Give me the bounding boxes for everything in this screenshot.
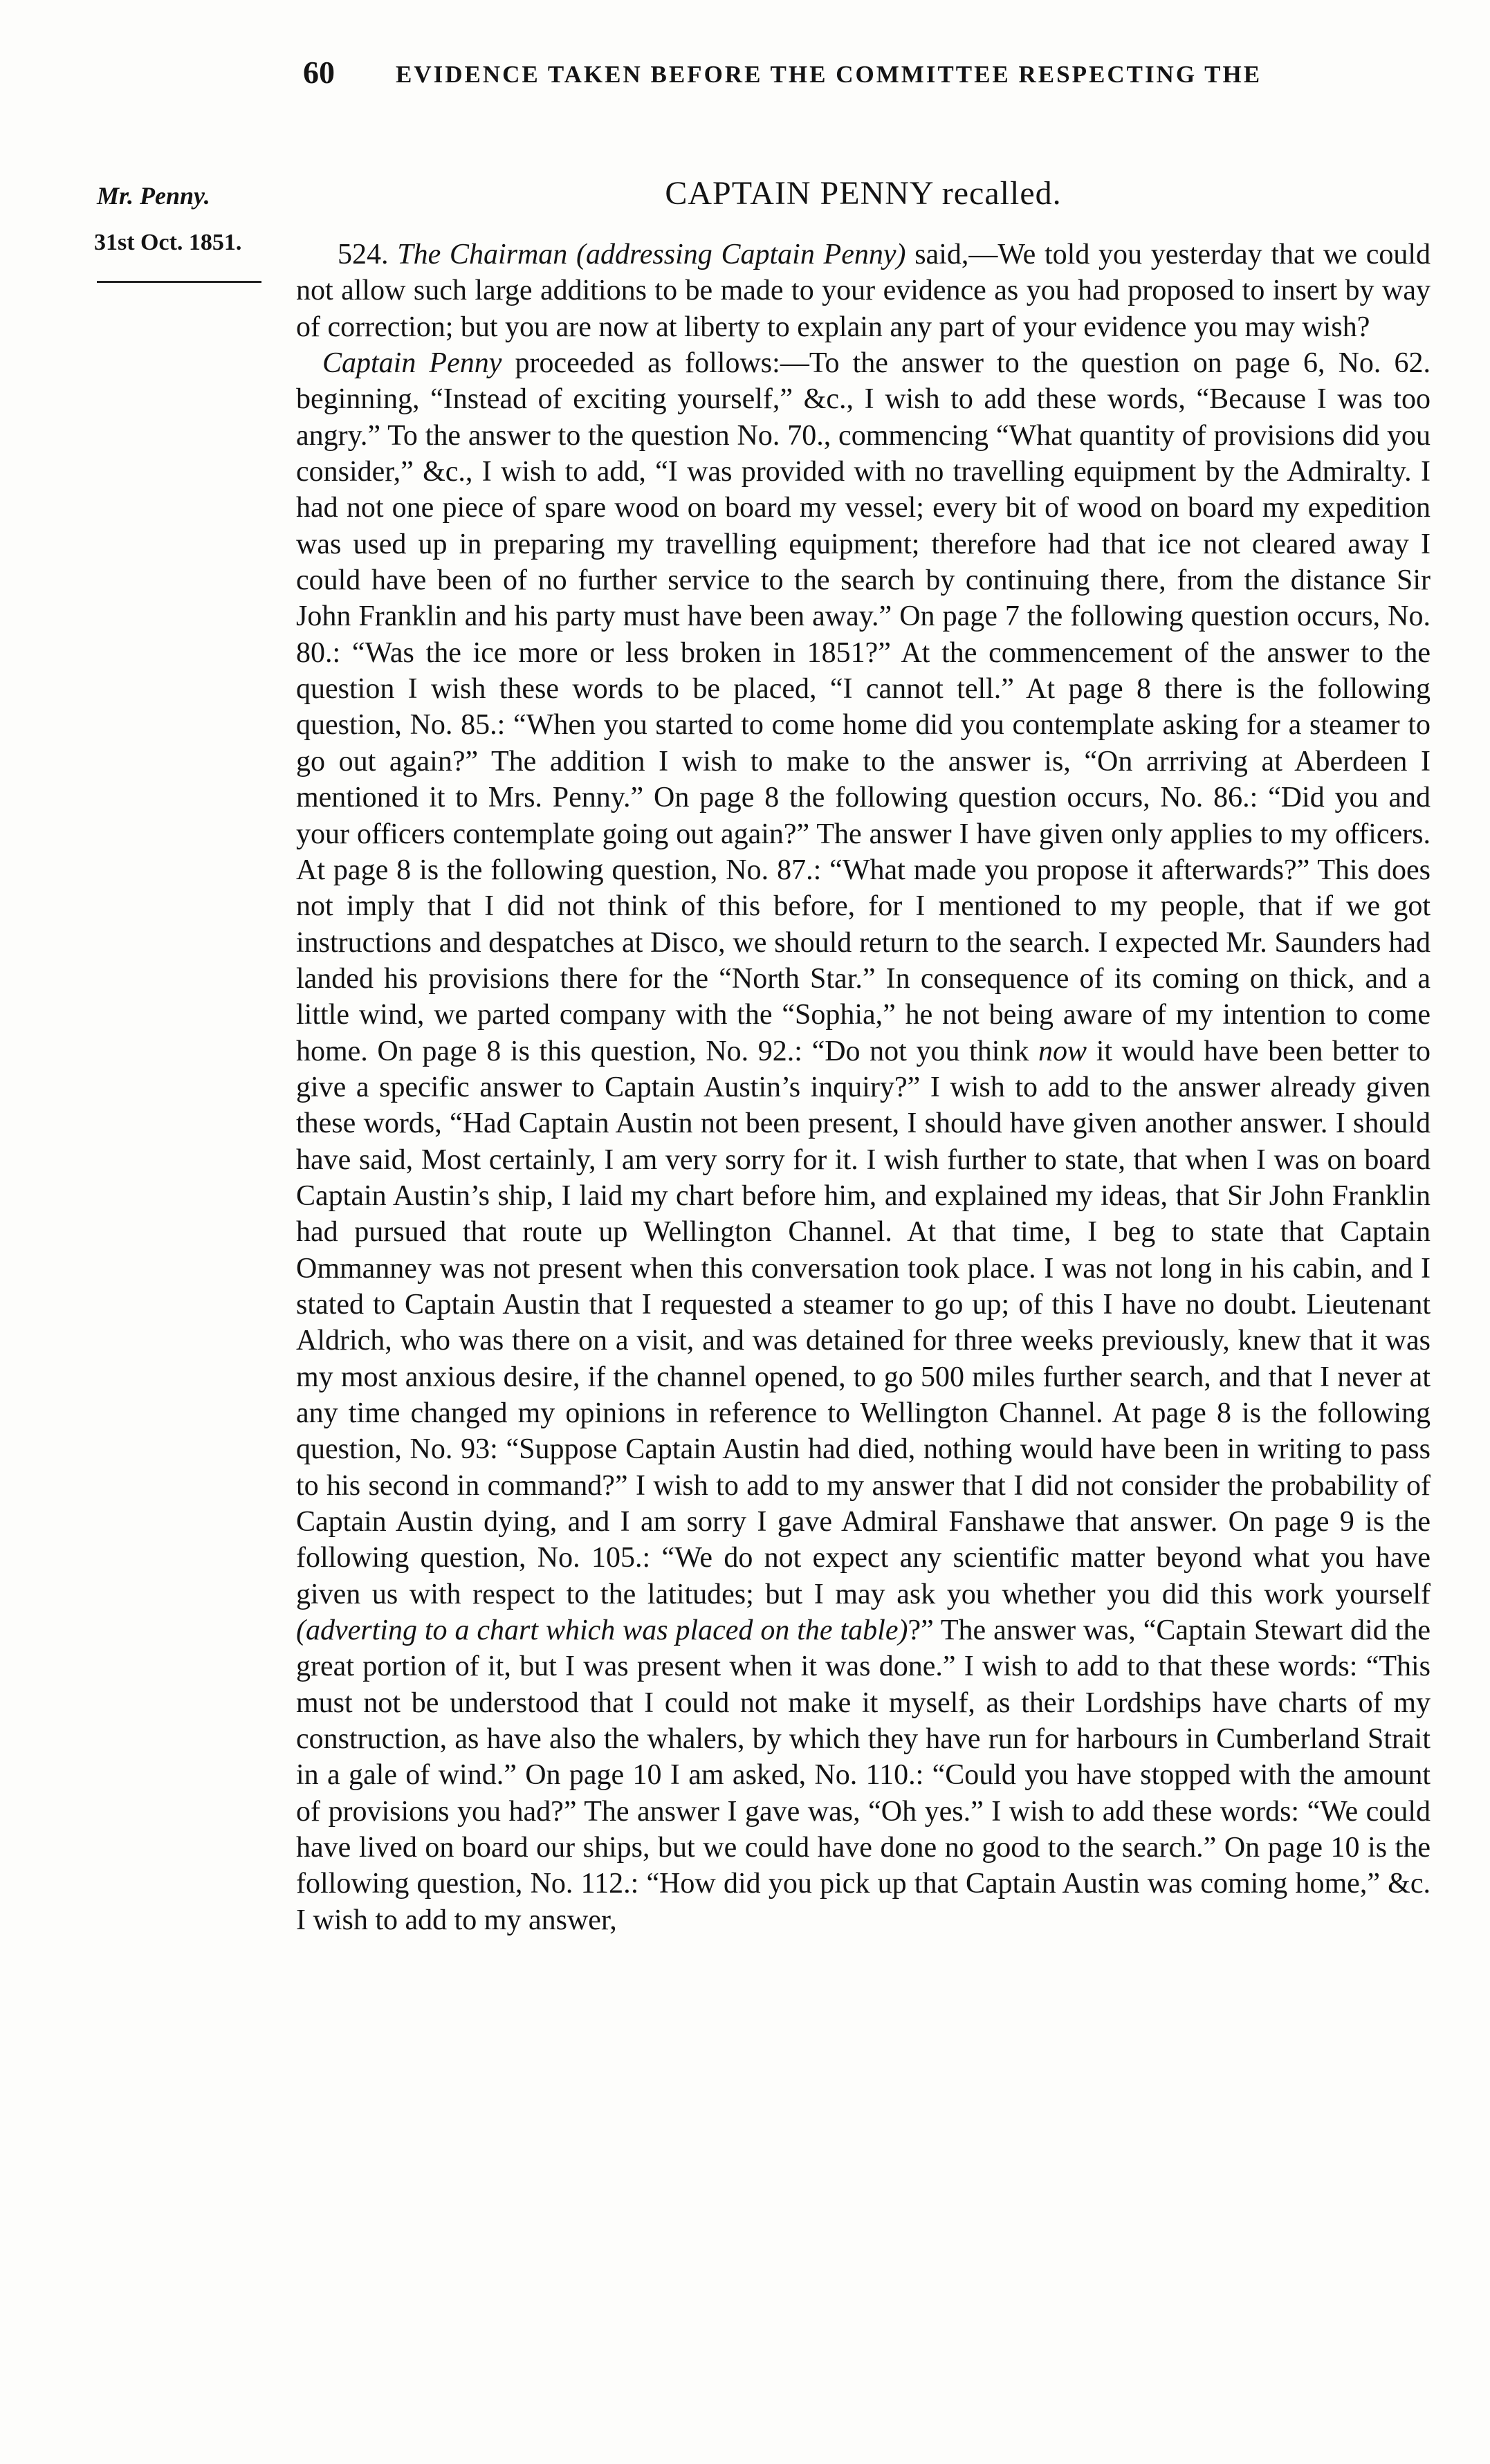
- section-title: CAPTAIN PENNY recalled.: [665, 175, 1062, 212]
- question-speaker: The Chairman: [397, 239, 568, 270]
- body-text: [296, 237, 1431, 1938]
- margin-date: 31st Oct. 1851.: [94, 230, 242, 255]
- stage-direction: (addressing Captain Penny): [576, 239, 906, 270]
- stage-direction-chart: (adverting to a chart which was placed on the table): [296, 1615, 908, 1647]
- answer-speaker: Captain Penny: [322, 347, 502, 380]
- page-number: 60: [303, 55, 335, 90]
- page-header: [0, 54, 1490, 95]
- question-524: [296, 237, 1431, 345]
- answer-paragraph: [296, 345, 1431, 1938]
- running-head: EVIDENCE TAKEN BEFORE THE COMMITTEE RESPECTING THE: [396, 61, 1262, 88]
- answer-text-3: ?” The answer was, “Captain Stewart did the great portion of it, but I was present when it was done.” I wish to add to that these words: “This must not be understood that I could not make it myself, as their Lordships have charts of my construction, as have also the whalers, by which they have run for harbours in Cumberland Strait in a gale of wind.” On page 10 I am asked, No. 110.: “Could you have stopped with the amount of provisions you had?” The answer I gave was, “Oh yes.” I wish to add these words: “We could have lived on board our ships, but we could have done no good to the search.” On page 10 is the following question, No. 112.: “How did you pick up that Captain Austin was coming home,” &c. I wish to add to my answer,: [296, 1615, 1431, 1936]
- question-number: 524.: [338, 239, 389, 270]
- question-text: said,—We told you yesterday that we could not allow such large additions to be made to your evidence as you had proposed to insert by way of correction; but you are now at liberty to explain any part of your evidence you may wish?: [296, 239, 1431, 343]
- answer-text-1: proceeded as follows:—To the answer to the question on page 6, No. 62. beginning, “Instead of exciting yourself,” &c., I wish to add these words, “Because I was too angry.” To the answer to the question No. 70., commencing “What quantity of provisions did you consider,” &c., I wish to add, “I was provided with no travelling equipment by the Admiralty. I had not one piece of spare wood on board my vessel; every bit of wood on board my expedition was used up in preparing my travelling equipment; therefore had that ice not cleared away I could have been of no further service to the search by continuing there, from the distance Sir John Franklin and his party must have been away.” On page 7 the following question occurs, No. 80.: “Was the ice more or less broken in 1851?” At the commencement of the answer to the question I wish these words to be placed, “I cannot tell.” At page 8 there is the following question, No. 85.: “When you started to come home did you contemplate asking for a steamer to go out again?” The addition I wish to make to the answer is, “On arrriving at Aberdeen I mentioned it to Mrs. Penny.” On page 8 the following question occurs, No. 86.: “Did you and your officers contemplate going out again?” The answer I have given only applies to my officers. At page 8 is the following question, No. 87.: “What made you propose it afterwards?” This does not imply that I did not think of this before, for I mentioned to my people, that if we got instructions and despatches at Disco, we should return to the search. I expected Mr. Saunders had landed his provisions there for the “North Star.” In consequence of its coming on thick, and a little wind, we parted company with the “Sophia,” he not being aware of my intention to come home. On page 8 is this question, No. 92.: “Do not you think: [296, 347, 1431, 1067]
- margin-witness-name: Mr. Penny.: [97, 182, 210, 210]
- margin-divider: [97, 281, 261, 283]
- emphasis-now: now: [1038, 1035, 1087, 1067]
- answer-text-2: it would have been better to give a specific answer to Captain Austin’s inquiry?” I wish to add to the answer already given these words, “Had Captain Austin not been present, I should have given another answer. I should have said, Most certainly, I am very sorry for it. I wish further to state, that when I was on board Captain Austin’s ship, I laid my chart before him, and explained my ideas, that Sir John Franklin had pursued that route up Wellington Channel. At that time, I beg to state that Captain Ommanney was not present when this conversation took place. I was not long in his cabin, and I stated to Captain Austin that I requested a steamer to go up; of this I have no doubt. Lieutenant Aldrich, who was there on a visit, and was detained for three weeks previously, knew that it was my most anxious desire, if the channel opened, to go 500 miles further search, and that I never at any time changed my opinions in reference to Wellington Channel. At page 8 is the following question, No. 93: “Suppose Captain Austin had died, nothing would have been in writing to pass to his second in command?” I wish to add to my answer that I did not consider the probability of Captain Austin dying, and I am sorry I gave Admiral Fanshawe that answer. On page 9 is the following question, No. 105.: “We do not expect any scientific matter beyond what you have given us with respect to the latitudes; but I may ask you whether you did this work yourself: [296, 1035, 1431, 1610]
